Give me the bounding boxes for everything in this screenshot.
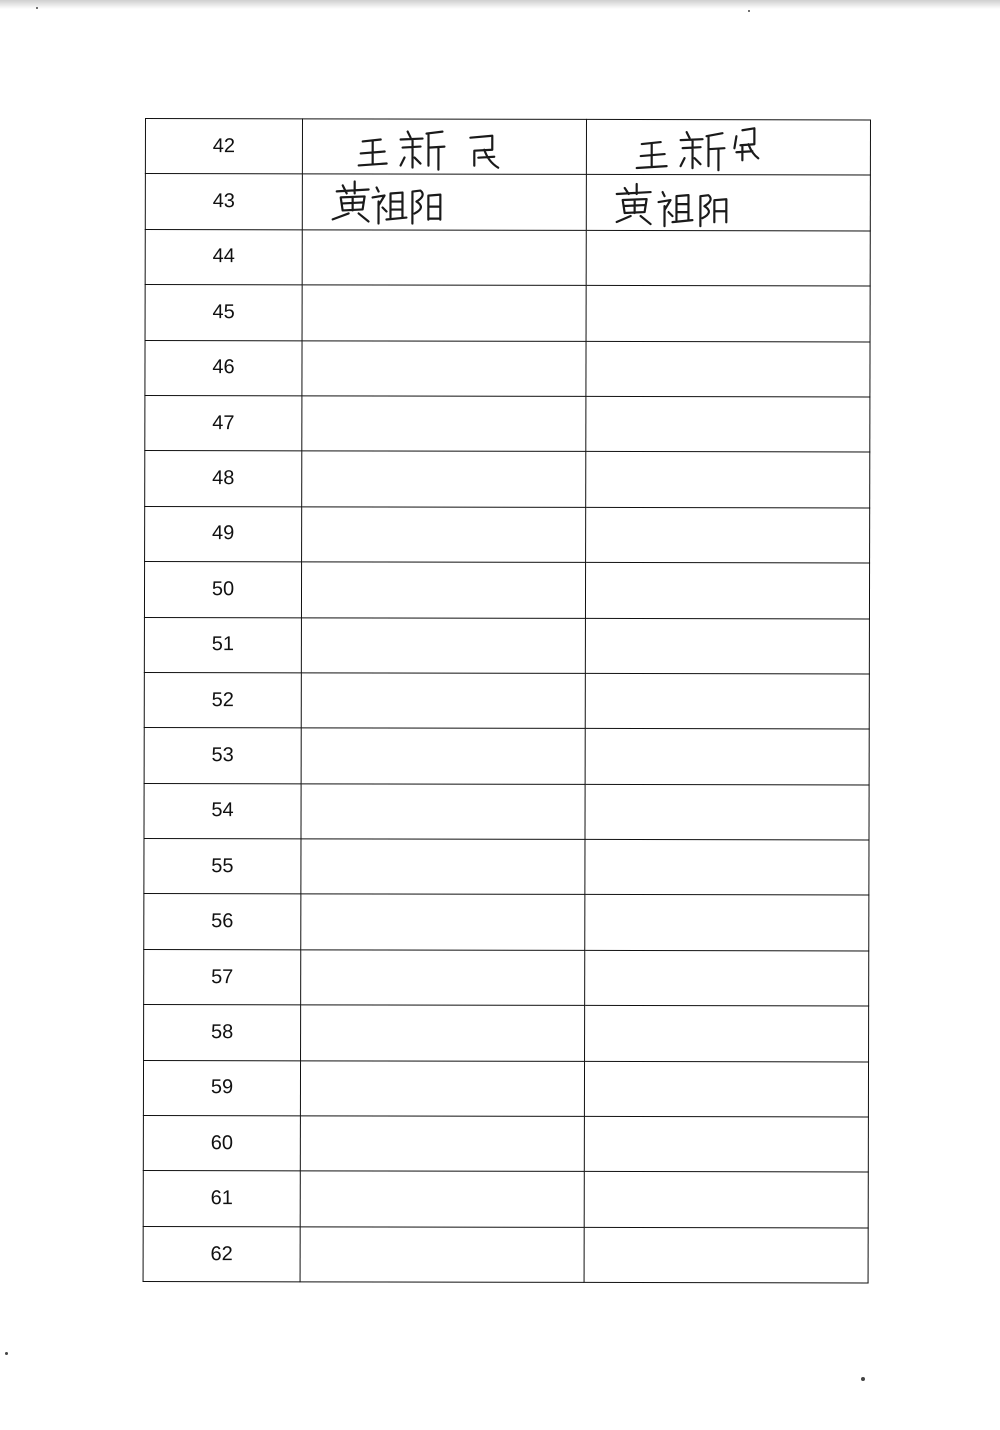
row-number-cell xyxy=(143,1171,300,1227)
row-number-cell xyxy=(144,839,301,895)
signature-cell xyxy=(585,840,869,896)
row-number: 52 xyxy=(211,688,234,711)
handwritten-signature xyxy=(303,120,586,175)
row-number: 50 xyxy=(211,577,235,601)
signature-cell xyxy=(302,507,586,563)
row-number-cell xyxy=(143,1226,300,1282)
handwritten-signature xyxy=(587,120,870,175)
signature-cell xyxy=(301,894,585,950)
row-number-cell xyxy=(144,894,301,950)
signature-cell xyxy=(302,285,586,341)
row-number-cell xyxy=(145,174,302,230)
row-number-cell xyxy=(144,562,301,618)
row-number: 61 xyxy=(210,1187,233,1210)
row-number-cell xyxy=(145,229,302,285)
scan-top-edge xyxy=(0,0,1000,9)
row-number-cell xyxy=(144,1005,301,1061)
table-row xyxy=(143,1060,868,1117)
table-row xyxy=(145,119,870,176)
signature-cell xyxy=(302,174,586,230)
signature-cell xyxy=(302,340,586,396)
table-row xyxy=(145,340,870,397)
row-number: 46 xyxy=(212,356,235,379)
signature-cell xyxy=(585,784,869,840)
table-row xyxy=(145,285,870,342)
signature-cell xyxy=(300,1116,584,1172)
table-row xyxy=(144,783,869,840)
signature-cell xyxy=(300,1060,584,1116)
signature-cell xyxy=(584,1061,868,1117)
row-number-cell xyxy=(144,783,301,839)
row-number-cell xyxy=(144,949,301,1005)
table-row xyxy=(144,1005,869,1062)
signature-cell xyxy=(300,1171,584,1227)
signature-cell xyxy=(301,1005,585,1061)
row-number: 43 xyxy=(212,190,235,213)
signature-cell xyxy=(586,341,870,397)
table-row xyxy=(143,1116,868,1173)
row-number-cell xyxy=(145,340,302,396)
row-number: 58 xyxy=(210,1021,234,1044)
row-number-cell xyxy=(144,672,301,728)
signature-cell xyxy=(585,563,869,619)
row-number: 44 xyxy=(212,245,235,268)
row-number: 54 xyxy=(211,799,234,822)
signature-cell xyxy=(586,230,870,286)
scan-speck xyxy=(5,1352,8,1355)
scan-speck xyxy=(748,10,750,12)
table-row xyxy=(144,562,869,619)
row-number: 45 xyxy=(212,301,235,324)
row-number-cell xyxy=(144,617,301,673)
signature-cell xyxy=(301,728,585,784)
signature-cell xyxy=(586,507,870,563)
signature-cell xyxy=(301,673,585,729)
signature-cell xyxy=(584,1172,868,1228)
table-row xyxy=(145,229,870,286)
row-number: 60 xyxy=(210,1131,234,1154)
signature-table-body xyxy=(143,119,870,1284)
signature-cell xyxy=(301,617,585,673)
row-number-cell xyxy=(145,119,302,175)
signature-cell xyxy=(302,119,586,175)
row-number: 42 xyxy=(212,134,236,157)
signature-cell xyxy=(301,839,585,895)
signature-cell xyxy=(586,286,870,342)
table-row xyxy=(144,728,869,785)
signature-cell xyxy=(585,729,869,785)
signature-cell xyxy=(586,119,870,175)
signature-cell xyxy=(301,784,585,840)
row-number: 53 xyxy=(211,744,234,767)
row-number: 51 xyxy=(211,633,235,656)
table-row xyxy=(143,1171,868,1228)
row-number: 48 xyxy=(212,467,235,490)
scan-speck xyxy=(861,1377,865,1381)
table-row xyxy=(143,1226,868,1283)
row-number-cell xyxy=(145,506,302,562)
signature-cell xyxy=(302,230,586,286)
row-number: 62 xyxy=(210,1242,233,1265)
signature-cell xyxy=(584,1227,868,1283)
row-number-cell xyxy=(143,1060,300,1116)
scan-speck xyxy=(36,7,38,9)
signature-cell xyxy=(302,451,586,507)
handwritten-signature xyxy=(303,175,586,230)
row-number: 59 xyxy=(210,1076,234,1099)
signature-cell xyxy=(585,618,869,674)
row-number: 49 xyxy=(211,522,235,545)
table-row xyxy=(145,451,870,508)
signature-cell xyxy=(300,1227,584,1283)
signature-cell xyxy=(585,950,869,1006)
signature-table xyxy=(143,118,871,1284)
table-row xyxy=(145,506,870,563)
signature-cell xyxy=(586,452,870,508)
signature-cell xyxy=(585,895,869,951)
row-number: 47 xyxy=(212,411,235,434)
row-number: 56 xyxy=(211,910,234,933)
table-row xyxy=(144,617,869,674)
row-number: 57 xyxy=(211,965,234,988)
signature-cell xyxy=(585,673,869,729)
row-number-cell xyxy=(145,451,302,507)
signature-cell xyxy=(584,1116,868,1172)
row-number-cell xyxy=(143,1116,300,1172)
signature-cell xyxy=(301,562,585,618)
signature-cell xyxy=(586,175,870,231)
row-number-cell xyxy=(145,285,302,341)
row-number-cell xyxy=(144,728,301,784)
signature-cell xyxy=(301,950,585,1006)
table-row xyxy=(145,395,870,452)
table-row xyxy=(145,174,870,231)
row-number-cell xyxy=(145,395,302,451)
table-row xyxy=(144,894,869,951)
handwritten-signature xyxy=(587,176,870,231)
signature-cell xyxy=(586,396,870,452)
row-number: 55 xyxy=(211,854,234,877)
table-row xyxy=(144,949,869,1006)
signature-cell xyxy=(585,1006,869,1062)
table-row xyxy=(144,839,869,896)
signature-cell xyxy=(302,396,586,452)
table-row xyxy=(144,672,869,729)
